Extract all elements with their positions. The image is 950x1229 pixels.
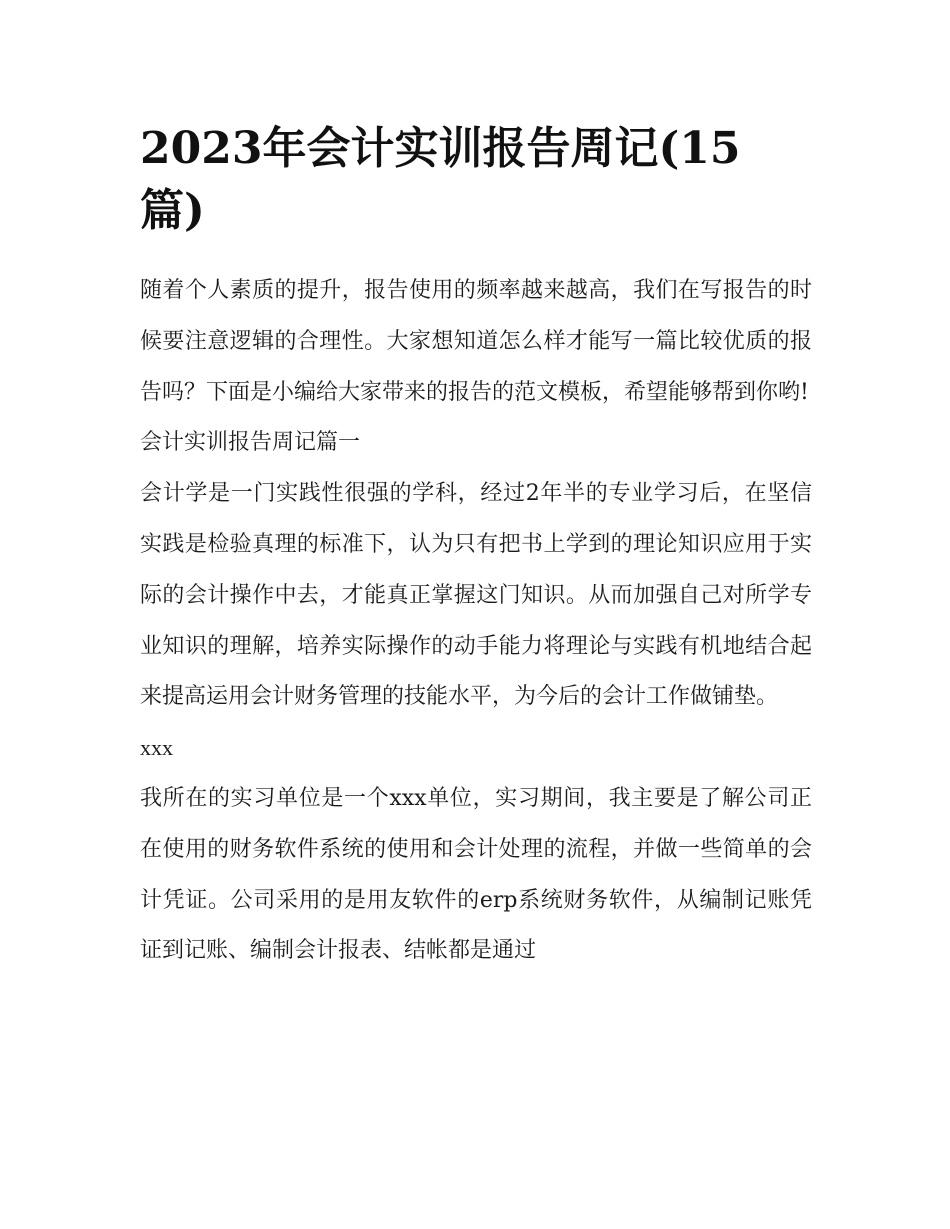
section-label: xxx [140, 735, 173, 761]
body-paragraph: 我所在的实习单位是一个xxx单位，实习期间，我主要是了解公司正在使用的财务软件系统的使用和会计处理的流程，并做一些简单的会计凭证。公司采用的是用友软件的erp系统财务软件，从编制记账凭证到记账、编制会计报表、结帐都是通过 [140, 785, 812, 964]
section-heading: 会计实训报告周记篇一 [140, 430, 361, 456]
document-title: 2023年会计实训报告周记(15篇) [140, 123, 741, 236]
body-paragraph: 会计学是一门实践性很强的学科，经过2年半的专业学习后，在坚信实践是检验真理的标准下，认为只有把书上学到的理论知识应用于实际的会计操作中去，才能真正掌握这门知识。从而加强自己对所学专业知识的理解，培养实际操作的动手能力将理论与实践有机地结合起来提高运用会计财务管理的技能水平，为今后的会计工作做铺垫。 [140, 481, 812, 710]
document-body [140, 266, 812, 977]
intro-paragraph: 随着个人素质的提升，报告使用的频率越来越高，我们在写报告的时候要注意逻辑的合理性。大家想知道怎么样才能写一篇比较优质的报告吗？下面是小编给大家带来的报告的范文模板，希望能够帮到你哟! [140, 278, 812, 405]
document-page [140, 0, 812, 1229]
